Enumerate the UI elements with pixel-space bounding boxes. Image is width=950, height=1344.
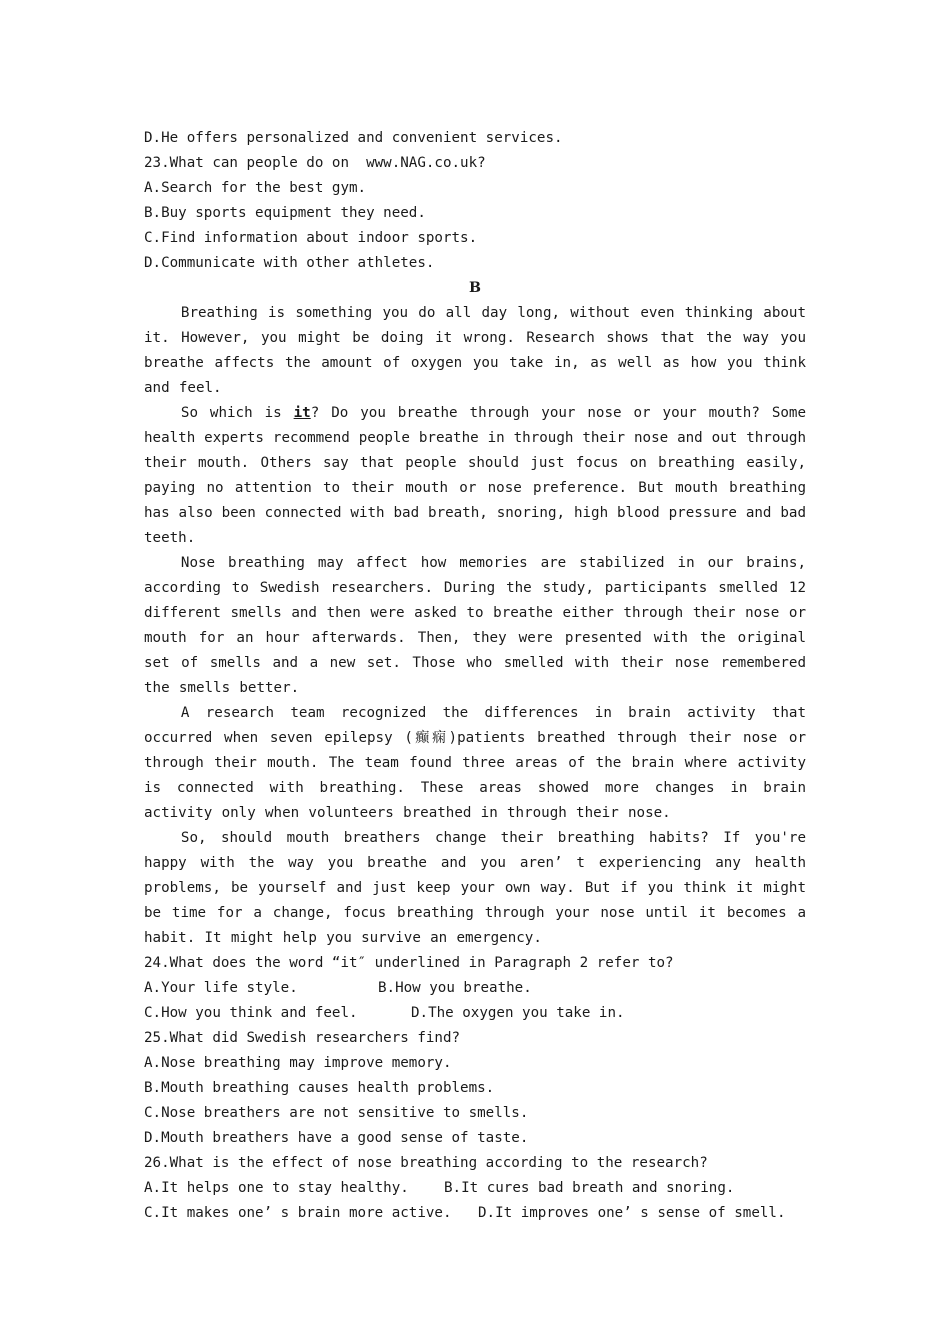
q26-options-row-1: [144, 1176, 806, 1201]
question-26: 26.What is the effect of nose breathing according to the research?: [144, 1155, 708, 1171]
question-24: 24.What does the word “it″ underlined in Paragraph 2 refer to?: [144, 955, 674, 971]
q25-option-a: A.Nose breathing may improve memory.: [144, 1055, 452, 1071]
q23-option-a: A.Search for the best gym.: [144, 180, 367, 196]
section-label: B: [469, 280, 481, 296]
q26-option-d: D.It improves one’ s sense of smell.: [478, 1205, 786, 1221]
p2-text-after: ? Do you breathe through your nose or your mouth? Some health experts recommend people breathe in through their nose and out through their mouth. Others say that people should just focus on breathing easily, paying no attention to their mouth or nose preference. But mouth breathing has also been connected with bad breath, snoring, high blood pressure and bad teeth.: [144, 405, 807, 546]
question-25: 25.What did Swedish researchers find?: [144, 1030, 461, 1046]
passage-paragraph-3: Nose breathing may affect how memories are stabilized in our brains, according to Swedish researchers. During the study, participants smelled 12 different smells and then were asked to breathe either through their nose or mouth for an hour afterwards. Then, they were presented with the original set of smells and a new set. Those who smelled with their nose remembered the smells better.: [144, 555, 806, 696]
document-page: [144, 126, 806, 1226]
q24-option-b: B.How you breathe.: [378, 980, 532, 996]
q24-options-row-1: [144, 976, 806, 1001]
p2-text-before: So which is: [180, 405, 294, 421]
q23-option-b: B.Buy sports equipment they need.: [144, 205, 426, 221]
q26-option-a: A.It helps one to stay healthy.: [144, 1180, 409, 1196]
underlined-word-it: it: [293, 405, 311, 421]
passage-paragraph-2: [144, 401, 806, 551]
q26-option-c: C.It makes one’ s brain more active.: [144, 1205, 452, 1221]
q23-option-c: C.Find information about indoor sports.: [144, 230, 478, 246]
q23-option-d: D.Communicate with other athletes.: [144, 255, 435, 271]
q25-option-d: D.Mouth breathers have a good sense of taste.: [144, 1130, 529, 1146]
passage-paragraph-4: A research team recognized the differences in brain activity that occurred when seven epilepsy (癫痫)patients breathed through their nose or through their mouth. The team found three areas of the brain where activity is connected with breathing. These areas showed more changes in brain activity only when volunteers breathed in through their nose.: [144, 705, 806, 821]
q26-options-row-2: [144, 1201, 806, 1226]
q25-option-b: B.Mouth breathing causes health problems.: [144, 1080, 495, 1096]
q24-option-d: D.The oxygen you take in.: [411, 1005, 625, 1021]
q24-option-a: A.Your life style.: [144, 980, 298, 996]
passage-paragraph-1: Breathing is something you do all day long, without even thinking about it. However, you might be doing it wrong. Research shows that the way you breathe affects the amount of oxygen you take in, as well as how you think and feel.: [144, 305, 806, 396]
prev-option-d: D.He offers personalized and convenient services.: [144, 130, 563, 146]
q24-option-c: C.How you think and feel.: [144, 1005, 358, 1021]
q26-option-b: B.It cures bad breath and snoring.: [444, 1180, 735, 1196]
passage-paragraph-5: So, should mouth breathers change their breathing habits? If you're happy with the way you breathe and you aren’ t experiencing any health problems, be yourself and just keep your own way. But if you think it might be time for a change, focus breathing through your nose until it becomes a habit. It might help you survive an emergency.: [144, 830, 806, 946]
q24-options-row-2: [144, 1001, 806, 1026]
question-23: 23.What can people do on www.NAG.co.uk?: [144, 155, 486, 171]
q25-option-c: C.Nose breathers are not sensitive to smells.: [144, 1105, 529, 1121]
